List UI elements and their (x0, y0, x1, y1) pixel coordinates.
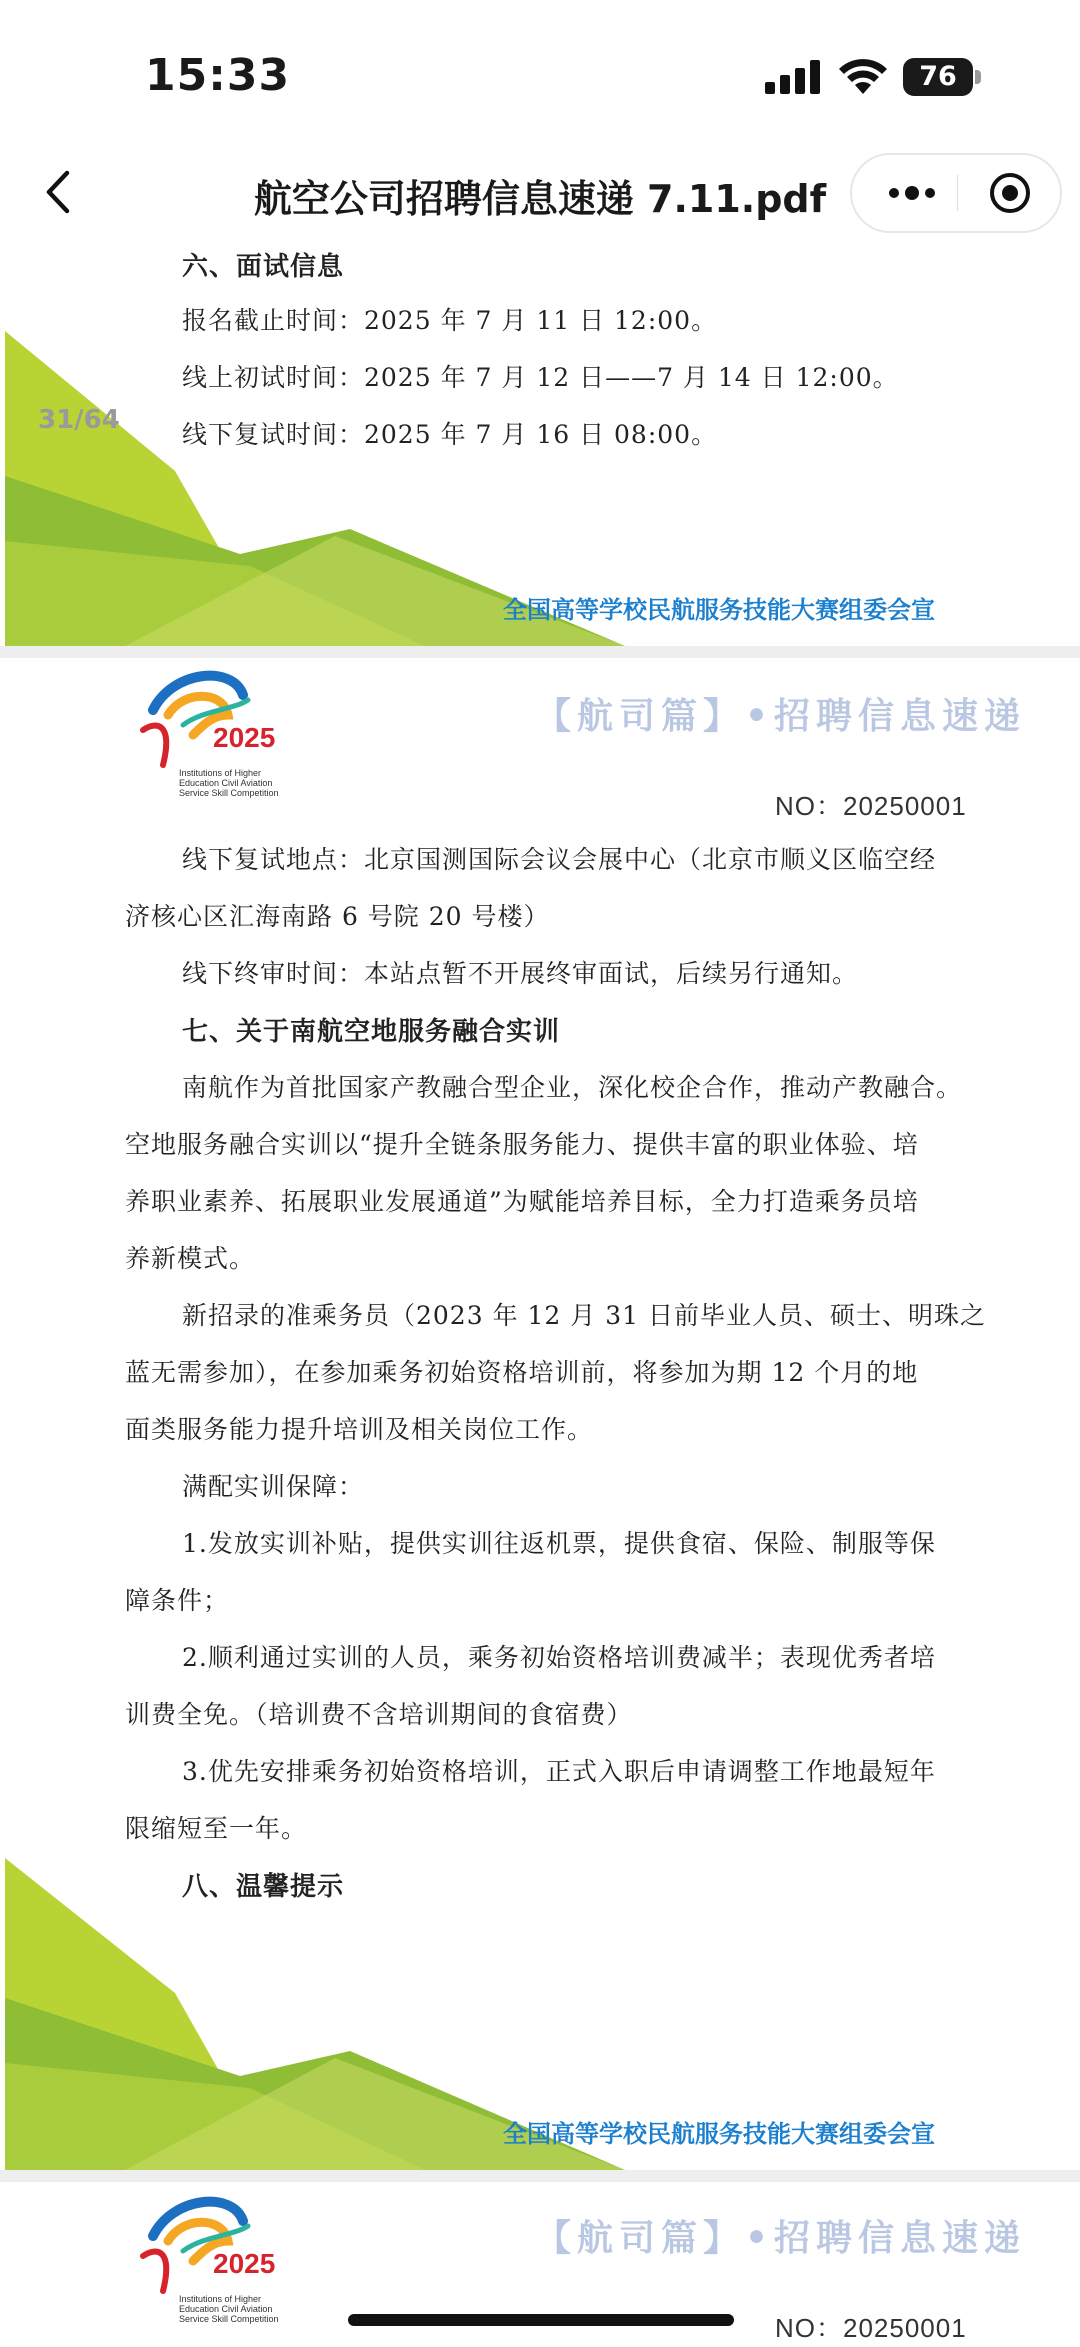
text-line: 1.发放实训补贴，提供实训往返机票，提供食宿、保险、制服等保 (182, 1529, 936, 1558)
battery-icon (903, 58, 981, 96)
text-line: 2.顺利通过实训的人员，乘务初始资格培训费减半；表现优秀者培 (182, 1643, 936, 1672)
text-line: 限缩短至一年。 (125, 1814, 308, 1843)
logo-caption: Institutions of Higher Education Civil Aviation Service Skill Competition (179, 768, 279, 798)
text-line: 蓝无需参加），在参加乘务初始资格培训前，将参加为期 12 个月的地 (125, 1358, 919, 1387)
logo-mark-icon (133, 670, 283, 770)
text-line: 线上初试时间：2025 年 7 月 12 日——7 月 14 日 12:00。 (182, 363, 899, 392)
logo-year: 2025 (213, 722, 276, 753)
logo-mark-icon (133, 2196, 283, 2296)
page-separator (0, 2170, 1080, 2182)
home-indicator[interactable] (348, 2314, 734, 2326)
status-time: 15:33 (145, 50, 291, 101)
competition-logo (133, 2196, 283, 2326)
text-line: 训费全免。（培训费不含培训期间的食宿费） (125, 1700, 633, 1729)
page-footer-org: 全国高等学校民航服务技能大赛组委会宣 (503, 596, 935, 624)
cellular-signal-icon (765, 60, 821, 94)
nav-bar (0, 150, 1080, 236)
text-line: 满配实训保障： (182, 1472, 365, 1501)
competition-logo (133, 670, 283, 800)
text-line: 3.优先安排乘务初始资格培训，正式入职后申请调整工作地最短年 (182, 1757, 936, 1786)
more-dots-icon (887, 185, 937, 201)
page-footer-org: 全国高等学校民航服务技能大赛组委会宣 (503, 2120, 935, 2148)
text-line: 面类服务能力提升培训及相关岗位工作。 (125, 1415, 594, 1444)
text-line: 济核心区汇海南路 6 号院 20 号楼） (125, 902, 550, 931)
page-title: 航空公司招聘信息速递 7.11.pdf (253, 177, 827, 221)
text-line: 线下复试地点：北京国测国际会议会展中心（北京市顺义区临空经 (182, 845, 937, 874)
chevron-left-icon (43, 169, 73, 215)
document-number: NO：20250001 (775, 2313, 967, 2343)
page-indicator: 31/64 (38, 405, 120, 435)
section-heading-interview: 六、面试信息 (182, 252, 345, 282)
text-line: 空地服务融合实训以“提升全链条服务能力、提供丰富的职业体验、培 (125, 1130, 919, 1159)
pdf-page-31[interactable] (5, 236, 1080, 646)
section-heading-tips: 八、温馨提示 (182, 1872, 345, 1902)
header-banner: 【航司篇】•招聘信息速递 (535, 695, 1027, 737)
more-button[interactable] (872, 155, 952, 231)
battery-level: 76 (903, 58, 973, 96)
status-bar (0, 0, 1080, 150)
text-line: 南航作为首批国家产教融合型企业，深化校企合作，推动产教融合。 (182, 1073, 963, 1102)
text-line: 养新模式。 (125, 1244, 256, 1273)
page-separator (0, 646, 1080, 658)
mini-program-capsule (850, 153, 1062, 233)
header-banner: 【航司篇】•招聘信息速递 (535, 2217, 1027, 2259)
text-line: 养职业素养、拓展职业发展通道”为赋能培养目标，全力打造乘务员培 (125, 1187, 919, 1216)
section-heading-training: 七、关于南航空地服务融合实训 (182, 1017, 561, 1047)
text-line: 报名截止时间：2025 年 7 月 11 日 12:00。 (182, 306, 718, 335)
wifi-icon (838, 56, 888, 96)
target-close-icon (988, 171, 1032, 215)
text-line: 线下复试时间：2025 年 7 月 16 日 08:00。 (182, 420, 718, 449)
text-line: 线下终审时间：本站点暂不开展终审面试，后续另行通知。 (182, 959, 859, 988)
logo-year: 2025 (213, 2248, 276, 2279)
text-line: 新招录的准乘务员（2023 年 12 月 31 日前毕业人员、硕士、明珠之 (182, 1301, 986, 1330)
back-button[interactable] (30, 164, 86, 220)
close-button[interactable] (970, 155, 1050, 231)
logo-caption: Institutions of Higher Education Civil Aviation Service Skill Competition (179, 2294, 279, 2324)
document-number: NO：20250001 (775, 791, 967, 821)
text-line: 障条件； (125, 1586, 230, 1615)
pdf-page-32[interactable] (5, 658, 1080, 2170)
